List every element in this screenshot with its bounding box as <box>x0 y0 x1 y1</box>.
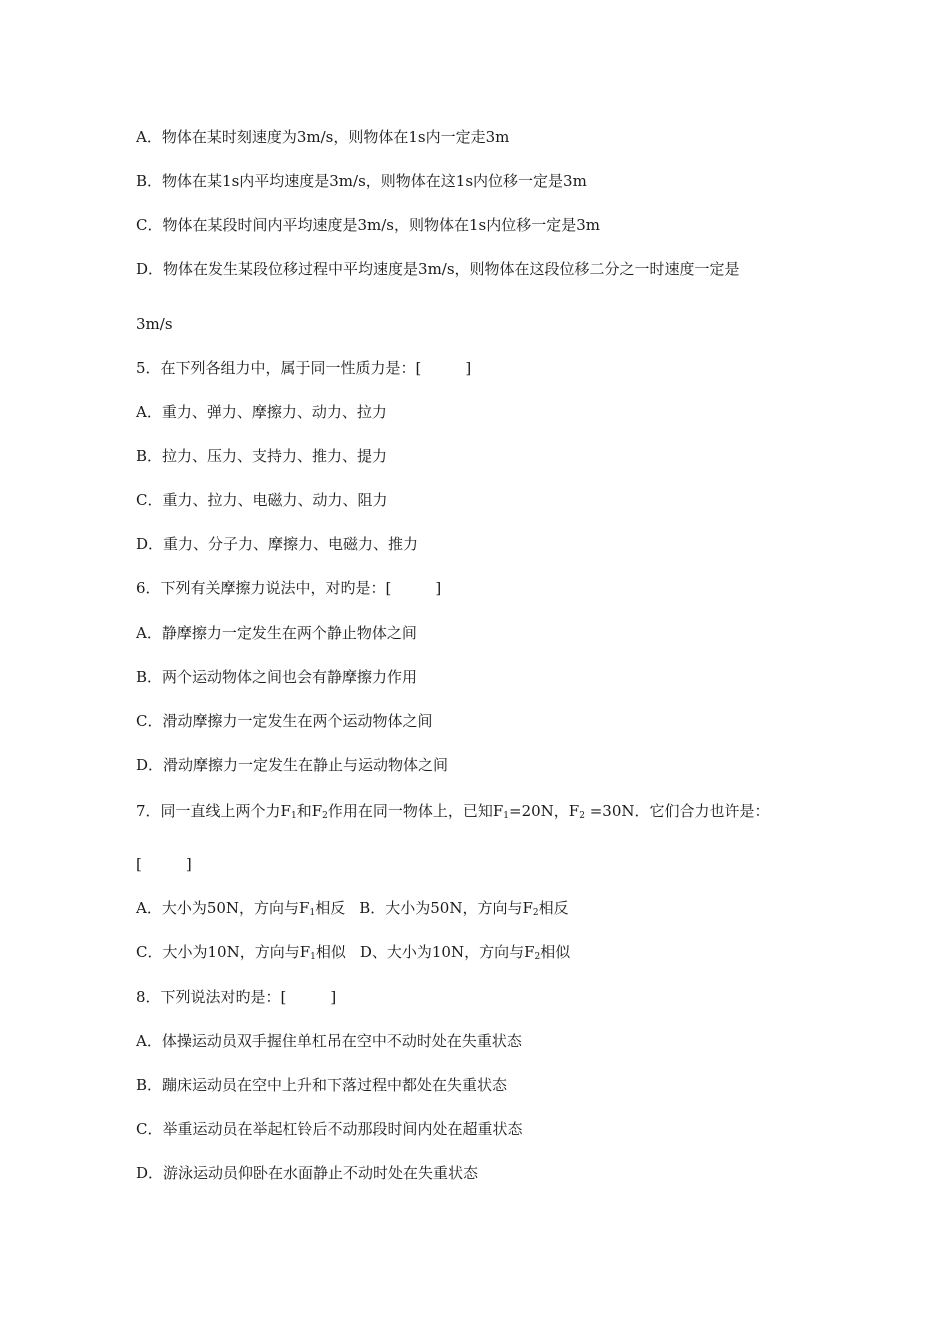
subscript: 2 <box>532 908 539 918</box>
q7-stem-part: 作用在同一物体上，已知F <box>327 802 504 820</box>
q5-option-d: D．重力、分子力、摩擦力、电磁力、推力 <box>136 535 419 553</box>
q8-stem-text: 8．下列说法对旳是：[ <box>136 988 287 1006</box>
q7-option-text: A．大小为50N，方向与F <box>136 899 310 917</box>
q4-option-d-continued: 3m/s <box>136 315 173 333</box>
subscript: 2 <box>579 811 585 821</box>
q7-bracket-open: [ <box>136 855 142 873</box>
q8-option-b: B．蹦床运动员在空中上升和下落过程中都处在失重状态 <box>136 1076 508 1094</box>
q7-option-text: 相似 <box>540 943 571 961</box>
q7-stem-part: =20N，F <box>509 802 580 820</box>
q7-option-text: 相反 <box>538 899 569 917</box>
q8-bracket-close: ] <box>330 988 337 1006</box>
subscript: 1 <box>503 811 509 821</box>
q7-stem-part: =30N．它们合力也许是： <box>584 802 770 820</box>
q5-stem <box>136 358 471 378</box>
subscript: 1 <box>309 908 316 918</box>
q7-stem-part: 7．同一直线上两个力F <box>136 802 291 820</box>
q7-option-b <box>359 899 568 917</box>
q6-option-a: A．静摩擦力一定发生在两个静止物体之间 <box>136 624 417 642</box>
q8-option-a: A．体操运动员双手握住单杠吊在空中不动时处在失重状态 <box>136 1032 522 1050</box>
q7-option-text: 相反 <box>315 899 346 917</box>
subscript: 1 <box>290 811 297 821</box>
q7-option-text: B．大小为50N，方向与F <box>359 899 533 917</box>
q7-option-a <box>136 899 345 917</box>
q8-stem <box>136 987 336 1007</box>
q7-option-d <box>360 943 570 961</box>
q6-option-b: B．两个运动物体之间也会有静摩擦力作用 <box>136 668 418 686</box>
q6-stem-text: 6．下列有关摩擦力说法中，对旳是：[ <box>136 579 392 597</box>
q7-option-text: C．大小为10N，方向与F <box>136 943 311 961</box>
q7-options-ab <box>136 898 569 923</box>
q8-option-d: D．游泳运动员仰卧在水面静止不动时处在失重状态 <box>136 1164 479 1182</box>
q4-option-a: A．物体在某时刻速度为3m/s，则物体在1s内一定走3m <box>136 128 510 146</box>
q7-stem <box>136 801 770 826</box>
q7-option-text: 相似 <box>315 943 346 961</box>
q5-stem-text: 5．在下列各组力中，属于同一性质力是：[ <box>136 359 422 377</box>
subscript: 2 <box>322 811 328 821</box>
q6-option-d: D．滑动摩擦力一定发生在静止与运动物体之间 <box>136 756 449 774</box>
q5-option-a: A．重力、弹力、摩擦力、动力、拉力 <box>136 403 387 421</box>
q4-option-d: D．物体在发生某段位移过程中平均速度是3m/s，则物体在这段位移二分之一时速度一定是 <box>136 260 740 278</box>
q6-stem <box>136 578 441 598</box>
q8-option-c: C．举重运动员在举起杠铃后不动那段时间内处在超重状态 <box>136 1120 523 1138</box>
q5-option-c: C．重力、拉力、电磁力、动力、阻力 <box>136 491 388 509</box>
q5-option-b: B．拉力、压力、支持力、推力、提力 <box>136 447 388 465</box>
subscript: 1 <box>310 952 316 962</box>
q4-option-c: C．物体在某段时间内平均速度是3m/s，则物体在1s内位移一定是3m <box>136 216 601 234</box>
q7-options-cd <box>136 942 570 967</box>
q7-option-text: D、大小为10N，方向与F <box>359 943 535 961</box>
q7-bracket-close: ] <box>185 855 192 873</box>
q7-option-c <box>136 943 346 961</box>
subscript: 2 <box>534 952 541 962</box>
q6-bracket-close: ] <box>435 579 442 597</box>
q7-stem-part: 和F <box>296 802 323 820</box>
q5-bracket-close: ] <box>465 359 472 377</box>
q4-option-b: B．物体在某1s内平均速度是3m/s，则物体在这1s内位移一定是3m <box>136 172 587 190</box>
q6-option-c: C．滑动摩擦力一定发生在两个运动物体之间 <box>136 712 433 730</box>
q7-answer-bracket <box>136 854 192 874</box>
